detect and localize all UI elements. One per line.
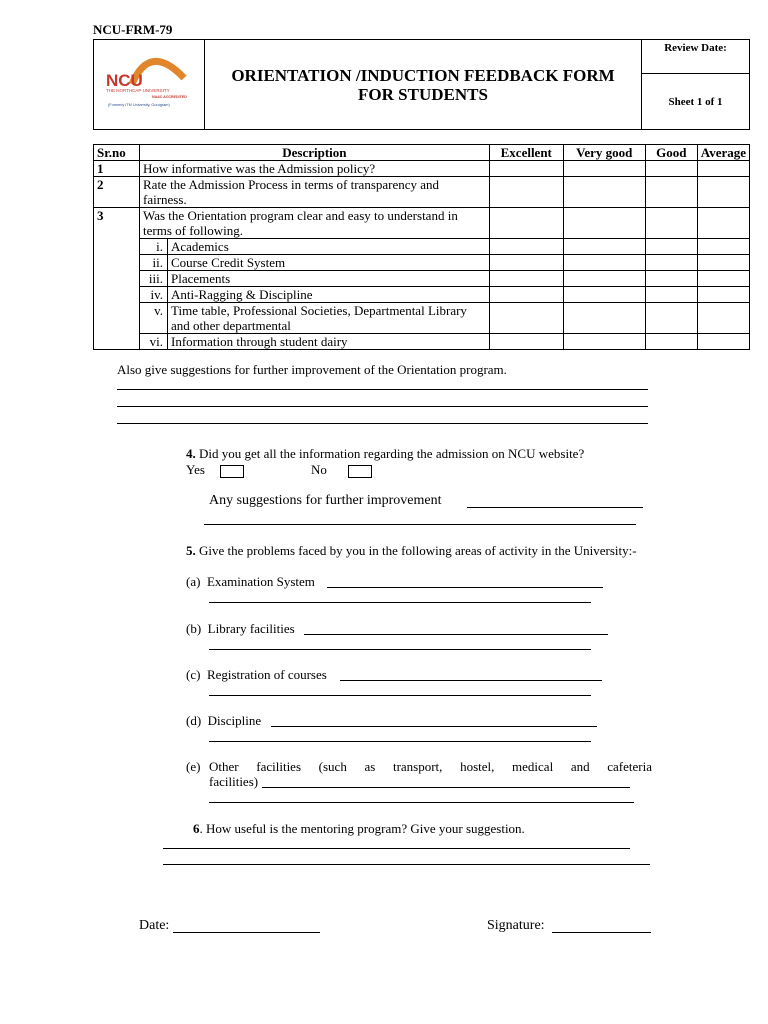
item-text: Registration of courses bbox=[206, 667, 327, 682]
rating-cell[interactable] bbox=[645, 303, 697, 334]
form-code: NCU-FRM-79 bbox=[93, 22, 173, 37]
rating-cell[interactable] bbox=[563, 271, 645, 287]
q4-further-label: Any suggestions for further improvement bbox=[209, 493, 442, 508]
subitem-text: Placements bbox=[168, 271, 490, 287]
answer-line[interactable] bbox=[209, 695, 591, 696]
rating-cell[interactable] bbox=[645, 255, 697, 271]
signature-line[interactable] bbox=[552, 932, 651, 933]
subitem-text: Course Credit System bbox=[168, 255, 490, 271]
col-excellent: Excellent bbox=[489, 145, 563, 161]
form-title-line1: ORIENTATION /INDUCTION FEEDBACK FORM bbox=[231, 65, 615, 85]
rating-cell[interactable] bbox=[697, 177, 749, 208]
rating-cell[interactable] bbox=[489, 255, 563, 271]
logo-university: THE NORTHCAP UNIVERSITY bbox=[106, 88, 170, 93]
table-subrow bbox=[94, 271, 750, 287]
q4-further-line[interactable] bbox=[204, 524, 636, 525]
table-subrow bbox=[94, 255, 750, 271]
q4-further-line[interactable] bbox=[467, 507, 643, 508]
rating-cell[interactable] bbox=[563, 303, 645, 334]
q5-item-a bbox=[186, 574, 315, 590]
rating-cell[interactable] bbox=[563, 177, 645, 208]
row-text: Rate the Admission Process in terms of transparency and fairness. bbox=[140, 177, 490, 208]
date-label: Date: bbox=[139, 918, 170, 933]
rating-cell[interactable] bbox=[645, 177, 697, 208]
rating-cell[interactable] bbox=[645, 271, 697, 287]
subitem-text: Information through student dairy bbox=[168, 334, 490, 350]
rating-cell[interactable] bbox=[563, 287, 645, 303]
rating-cell[interactable] bbox=[489, 177, 563, 208]
row-sr: 2 bbox=[94, 177, 140, 208]
item-label: (a) bbox=[186, 574, 201, 589]
subitem-num: i. bbox=[140, 239, 168, 255]
col-good: Good bbox=[645, 145, 697, 161]
q5-item-c bbox=[186, 667, 327, 683]
rating-cell[interactable] bbox=[489, 161, 563, 177]
question-5 bbox=[186, 543, 637, 559]
rating-cell[interactable] bbox=[563, 208, 645, 239]
rating-cell[interactable] bbox=[489, 208, 563, 239]
row-sr: 1 bbox=[94, 161, 140, 177]
form-header bbox=[93, 39, 750, 130]
col-average: Average bbox=[697, 145, 749, 161]
q5-item-b bbox=[186, 621, 295, 637]
q5-item-e-text2: facilities) bbox=[209, 774, 259, 789]
answer-line[interactable] bbox=[209, 802, 634, 803]
form-title-line2: FOR STUDENTS bbox=[358, 84, 488, 104]
answer-line[interactable] bbox=[327, 587, 603, 588]
review-date-label: Review Date: bbox=[642, 40, 750, 74]
suggestion-line[interactable] bbox=[117, 406, 648, 407]
answer-line[interactable] bbox=[209, 649, 591, 650]
table-header-row bbox=[94, 145, 750, 161]
item-label: (d) bbox=[186, 713, 202, 728]
rating-cell[interactable] bbox=[563, 239, 645, 255]
row-text: How informative was the Admission policy? bbox=[140, 161, 490, 177]
q4-no-label: No bbox=[311, 462, 327, 477]
answer-line[interactable] bbox=[209, 741, 591, 742]
table-row bbox=[94, 177, 750, 208]
col-description: Description bbox=[140, 145, 490, 161]
rating-cell[interactable] bbox=[489, 271, 563, 287]
subitem-num: iv. bbox=[140, 287, 168, 303]
table-subrow bbox=[94, 239, 750, 255]
subitem-num: ii. bbox=[140, 255, 168, 271]
rating-cell[interactable] bbox=[697, 334, 749, 350]
question-6 bbox=[193, 821, 525, 837]
answer-line[interactable] bbox=[209, 602, 591, 603]
rating-cell[interactable] bbox=[645, 208, 697, 239]
suggestions-prompt: Also give suggestions for further improvement of the Orientation program. bbox=[117, 362, 507, 377]
table-row bbox=[94, 208, 750, 239]
rating-cell[interactable] bbox=[645, 161, 697, 177]
university-logo bbox=[94, 40, 204, 124]
suggestion-line[interactable] bbox=[117, 423, 648, 424]
col-very-good: Very good bbox=[563, 145, 645, 161]
rating-cell[interactable] bbox=[489, 239, 563, 255]
table-subrow bbox=[94, 287, 750, 303]
answer-line[interactable] bbox=[262, 787, 630, 788]
q5-item-e-text: Other facilities (such as transport, hostel, medical and cafeteria bbox=[209, 759, 652, 774]
q4-text: Did you get all the information regarding the admission on NCU website? bbox=[199, 446, 585, 461]
suggestion-line[interactable] bbox=[117, 389, 648, 390]
logo-accreditation: NAAC ACCREDITED bbox=[152, 95, 187, 99]
rating-cell[interactable] bbox=[697, 208, 749, 239]
table-subrow bbox=[94, 303, 750, 334]
logo-cell bbox=[94, 40, 205, 130]
item-label: (b) bbox=[186, 621, 202, 636]
question-4 bbox=[186, 446, 584, 462]
rating-cell[interactable] bbox=[645, 334, 697, 350]
rating-cell[interactable] bbox=[645, 239, 697, 255]
sheet-label: Sheet 1 of 1 bbox=[642, 74, 750, 130]
answer-line[interactable] bbox=[163, 848, 630, 849]
rating-cell[interactable] bbox=[697, 287, 749, 303]
yes-checkbox[interactable] bbox=[220, 465, 244, 478]
rating-cell[interactable] bbox=[563, 334, 645, 350]
form-title bbox=[205, 40, 642, 130]
q6-text: . How useful is the mentoring program? Give your suggestion. bbox=[199, 821, 525, 836]
date-line[interactable] bbox=[173, 932, 320, 933]
rating-cell[interactable] bbox=[489, 334, 563, 350]
q5-num: 5. bbox=[186, 543, 196, 558]
col-srno: Sr.no bbox=[94, 145, 140, 161]
item-label: (c) bbox=[186, 667, 201, 682]
rating-cell[interactable] bbox=[697, 161, 749, 177]
q5-item-d bbox=[186, 713, 261, 729]
subitem-text: Anti-Ragging & Discipline bbox=[168, 287, 490, 303]
row-sr: 3 bbox=[94, 208, 140, 350]
subitem-num: vi. bbox=[140, 334, 168, 350]
table-subrow bbox=[94, 334, 750, 350]
rating-cell[interactable] bbox=[563, 255, 645, 271]
item-text: Library facilities bbox=[207, 621, 295, 636]
rating-cell[interactable] bbox=[489, 287, 563, 303]
rating-cell[interactable] bbox=[645, 287, 697, 303]
q4-yes-label: Yes bbox=[186, 462, 205, 477]
answer-line[interactable] bbox=[163, 864, 650, 865]
feedback-table bbox=[93, 144, 750, 350]
q6-num: 6 bbox=[193, 821, 200, 836]
subitem-text: Time table, Professional Societies, Departmental Library and other departmental bbox=[168, 303, 490, 334]
row-text: Was the Orientation program clear and easy to understand in terms of following. bbox=[140, 208, 490, 239]
item-text: Examination System bbox=[206, 574, 315, 589]
subitem-num: v. bbox=[140, 303, 168, 334]
q4-num: 4. bbox=[186, 446, 196, 461]
logo-formerly: (Formerly ITM University, Gurugram) bbox=[108, 103, 170, 107]
rating-cell[interactable] bbox=[563, 161, 645, 177]
answer-line[interactable] bbox=[304, 634, 608, 635]
logo-name: NCU bbox=[106, 71, 143, 90]
q5-item-e-label: (e) bbox=[186, 759, 201, 774]
rating-cell[interactable] bbox=[697, 239, 749, 255]
subitem-text: Academics bbox=[168, 239, 490, 255]
q5-text: Give the problems faced by you in the following areas of activity in the University:- bbox=[199, 543, 637, 558]
subitem-num: iii. bbox=[140, 271, 168, 287]
no-checkbox[interactable] bbox=[348, 465, 372, 478]
rating-cell[interactable] bbox=[697, 255, 749, 271]
item-text: Discipline bbox=[207, 713, 262, 728]
signature-label: Signature: bbox=[487, 918, 545, 933]
answer-line[interactable] bbox=[340, 680, 602, 681]
rating-cell[interactable] bbox=[697, 303, 749, 334]
rating-cell[interactable] bbox=[697, 271, 749, 287]
rating-cell[interactable] bbox=[489, 303, 563, 334]
answer-line[interactable] bbox=[271, 726, 597, 727]
table-row bbox=[94, 161, 750, 177]
